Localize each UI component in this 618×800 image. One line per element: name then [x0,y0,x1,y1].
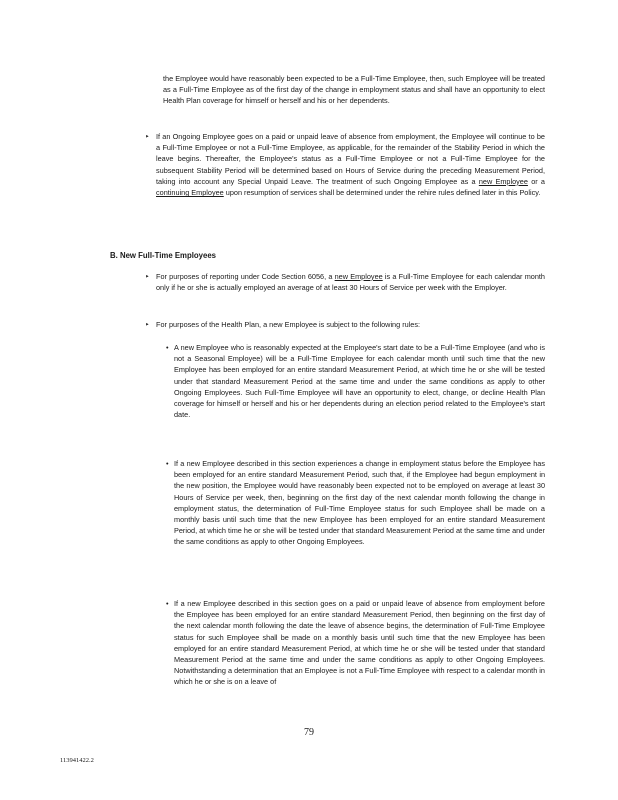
bullet-arrow-icon: ‣ [145,132,150,141]
reporting-paragraph [156,271,545,293]
health-plan-paragraph: For purposes of the Health Plan, a new Employee is subject to the following rules: [156,320,421,329]
intro-paragraph: the Employee would have reasonably been expected to be a Full-Time Employee, then, such Employee will be treated as a Full-Time Employee as of the first day of the change in employment status and shall have an opportunity to elect Health Plan coverage for himself or herself and his or her dependents. [163,74,545,106]
reporting-underline-new-employee: new Employee [334,272,383,281]
sub-bullet-paragraph: A new Employee who is reasonably expected at the Employee's start date to be a Full-Time Employee (and who is not a Seasonal Employee) will be a Full-Time Employee for each calendar month until such time that the new Employee has been employed for an entire standard Measurement Period, at which time he or she will be tested under that standard Measurement Period at the same time and under the same conditions as apply to other Ongoing Employees. Such Full-Time Employee will have an opportunity to elect, change, or decline Health Plan coverage for himself or herself and his or her dependents during an election period related to the Employee's start date. [174,343,545,420]
leave-text-after: upon resumption of services shall be determined under the rehire rules defined later in this Policy. [223,188,541,198]
bullet-dot-icon: • [166,599,169,608]
leave-text-middle: or a [527,176,545,186]
reporting-text-before: For purposes of reporting under Code Section 6056, a [156,272,335,281]
bullet-dot-icon: • [166,459,169,468]
section-heading: B. New Full-Time Employees [110,251,217,260]
leave-text-before: If an Ongoing Employee goes on a paid or unpaid leave of absence from employment, the Employee will continue to be a Full-Time Employee or not a Full-Time Employee, as applicable, for the remainder of the Stability Period in which the leave begins. Thereafter, the Employee's status as a Full-Time Employee or not a Full-Time Employee for the subsequent Stability Period will be determined based on Hours of Service during the preceding Measurement Period, taking into account any Special Unpaid Leave. The treatment of such Ongoing Employee as a [156,132,545,186]
bullet-arrow-icon: ‣ [145,272,150,281]
sub-bullet-paragraph: If a new Employee described in this section goes on a paid or unpaid leave of absence from employment before the Employee has been employed for an entire standard Measurement Period, then beginning on the first day of the next calendar month following the date the leave of absence begins, the determination of Full-Time Employee status for such Employee shall be made on a monthly basis until such time that the new Employee has been employed for an entire standard Measurement Period, at which time he or she will be tested under that standard Measurement Period at the same time and under the same conditions as apply to other Ongoing Employees. Notwithstanding a determination that an Employee is not a Full-Time Employee with respect to a calendar month in which he or she is on a leave of [174,599,545,687]
leave-of-absence-paragraph [156,131,545,198]
bullet-arrow-icon: ‣ [145,320,150,329]
reporting-text-after: is a Full-Time Employee for each calendar month only if he or she is actually employed an average of at least 30 Hours of Service per week with the Employer. [156,272,545,293]
leave-underline-continuing-employee: continuing Employee [156,188,224,198]
document-id: 113941422.2 [60,757,94,764]
page-number: 79 [304,727,314,738]
bullet-dot-icon: • [166,343,169,352]
sub-bullet-paragraph: If a new Employee described in this section experiences a change in employment status before the Employee has been employed for an entire standard Measurement Period, such that, if the Employee had begun employment in the new position, the Employee would have reasonably been expected not to be employed on average at least 30 Hours of Service per week, then, beginning on the first day of the next calendar month following the change in employment status, the determination of Full-Time Employee status for such Employee shall be made on a monthly basis until such time that the new Employee has been employed for an entire standard Measurement Period, at which time he or she will be tested under that standard Measurement Period at the same time and under the same conditions as apply to other Ongoing Employees. [174,459,545,547]
leave-underline-new-employee: new Employee [478,176,528,186]
